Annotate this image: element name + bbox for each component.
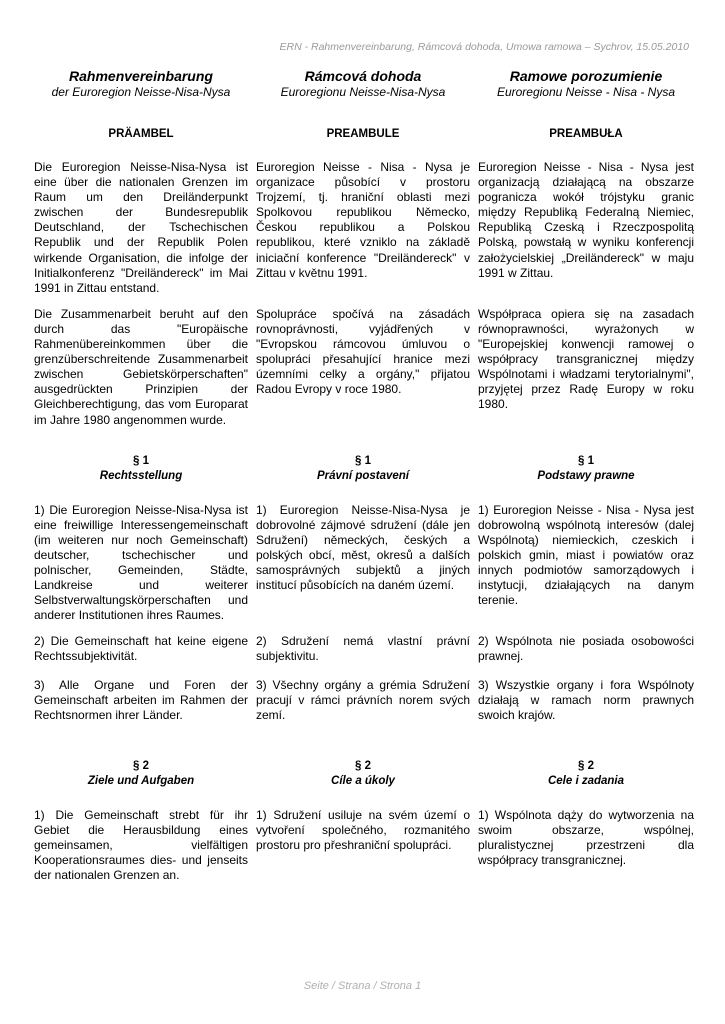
preamble-p2-pl: Współpraca opiera się na zasadach równoprawności, wyrażonych w "Europejskiej konwencji ramowej o współpracy transgranicznej między Wspólnotami i władzami terytorialnymi", przyjętej przez Radę Europy w roku 1980. [478,306,694,412]
section2-number-cs: § 2 [355,759,371,772]
section1-number-pl: § 1 [578,454,594,467]
section1-p1-cs: 1) Euroregion Neisse-Nisa-Nysa je dobrovolné zájmové sdružení (dále jen Sdružení) německých, českých a polských obcí, měst, okresů a dalších samosprávných subjektů a jiných institucí působících na daném území. [256,502,470,593]
title-pl: Ramowe porozumienie [509,68,663,84]
subtitle-cs: Euroregionu Neisse-Nisa-Nysa [280,85,446,99]
column-title-de [34,68,248,100]
section2-heading-de [34,759,248,789]
section2-number-pl: § 2 [578,759,594,772]
section1-p2-pl: 2) Wspólnota nie posiada osobowości prawnej. [478,634,694,664]
section1-heading-de [34,454,248,484]
page-footer: Seite / Strana / Strona 1 [303,980,422,992]
section1-heading-pl [478,454,694,484]
section2-p1-de: 1) Die Gemeinschaft strebt für ihr Gebiet die Herausbildung eines gemeinsamen, vielfältigen Kooperationsraumes dies- und jenseits der nationalen Grenzen an. [34,807,248,883]
trilingual-grid [34,68,694,883]
preamble-p2-cs: Spolupráce spočívá na zásadách rovnoprávnosti, vyjádřených v "Evropskou rámcovou úmluvou o spolupráci přesahující hranice mezi územními celky a orgány," přijatou Radou Evropy v roce 1980. [256,306,470,397]
preamble-p1-pl: Euroregion Neisse - Nisa - Nysa jest organizacją działającą na obszarze pogranicza wokół trójstyku granic między Republiką Federalną Niemiec, Republiką Czeską i Rzeczpospolitą Polską, powstałą w wyniku konferencji założycielskiej „Dreiländereck" w maju 1991 w Zittau. [478,160,694,280]
section2-p1-pl: 1) Wspólnota dąży do wytworzenia na swoim obszarze, wspólnej, pluralistycznej przestrzeni dla współpracy transgranicznej. [478,807,694,868]
subtitle-pl: Euroregionu Neisse - Nisa - Nysa [496,85,676,99]
section1-p2-de: 2) Die Gemeinschaft hat keine eigene Rechtssubjektivität. [34,634,248,664]
preamble-heading-cs: PREAMBULE [326,128,400,140]
document-header: ERN - Rahmenvereinbarung, Rámcová dohoda, Umowa ramowa – Sychrov, 15.05.2010 [279,41,689,53]
section1-p2-cs: 2) Sdružení nemá vlastní právní subjektivitu. [256,634,470,664]
section2-number-de: § 2 [133,759,149,772]
section2-title-de: Ziele und Aufgaben [87,774,195,787]
section1-p3-pl: 3) Wszystkie organy i fora Wspólnoty działają w ramach norm prawnych swoich krajów. [478,677,694,722]
section1-title-cs: Právní postavení [316,469,410,482]
section1-p1-pl: 1) Euroregion Neisse - Nisa - Nysa jest dobrowolną wspólnotą interesów (dalej Wspólnotą) niemieckich, czeskich i polskich gmin, miast i powiatów oraz innych podmiotów samorządowych i instytucji, działających na danym terenie. [478,502,694,608]
section2-heading-cs [256,759,470,789]
section1-heading-cs [256,454,470,484]
column-title-cs [256,68,470,100]
section1-number-cs: § 1 [355,454,371,467]
section1-title-de: Rechtsstellung [99,469,183,482]
subtitle-de: der Euroregion Neisse-Nisa-Nysa [51,85,231,99]
section1-number-de: § 1 [133,454,149,467]
preamble-p1-cs: Euroregion Neisse - Nisa - Nysa je organizace působící v prostoru Trojzemí, tj. hraniční oblasti mezi Spolkovou republikou Německo, Českou republikou a Polskou republikou, které vzniklo na základě iniciační konference "Dreiländereck" v Zittau v květnu 1991. [256,160,470,280]
section2-title-cs: Cíle a úkoly [331,774,395,787]
section2-heading-pl [478,759,694,789]
column-title-pl [478,68,694,100]
section2-title-pl: Cele i zadania [547,774,625,787]
title-de: Rahmenvereinbarung [69,68,213,84]
section1-title-pl: Podstawy prawne [537,469,635,482]
title-cs: Rámcová dohoda [304,68,422,84]
section1-p1-de: 1) Die Euroregion Neisse-Nisa-Nysa ist eine freiwillige Interessengemeinschaft (im weiteren nur noch Gemeinschaft) deutscher, tschechischer und polnischer, Gemeinden, Städte, Landkreise und weiterer Selbstverwaltungskörperschaften und anderer Institutionen ihres Raumes. [34,502,248,623]
section1-p3-de: 3) Alle Organe und Foren der Gemeinschaft arbeiten im Rahmen der Rechtsnormen ihrer Länder. [34,677,248,722]
preamble-p2-de: Die Zusammenarbeit beruht auf den durch das "Europäische Rahmenübereinkommen über die grenzüberschreitende Zusammenarbeit zwischen Gebietskörperschaften" ausgedrückten Prinzipien der Gleichberechtigung, das vom Europarat im Jahre 1980 angenommen wurde. [34,306,248,427]
preamble-heading-de: PRÄAMBEL [108,128,174,140]
section2-p1-cs: 1) Sdružení usiluje na svém území o vytvoření společného, rozmanitého prostoru pro přeshraniční spolupráci. [256,807,470,852]
preamble-heading-pl: PREAMBUŁA [549,128,623,140]
preamble-p1-de: Die Euroregion Neisse-Nisa-Nysa ist eine über die nationalen Grenzen im Raum um den Dreiländerpunkt zwischen der Bundesrepublik Deutschland, der Tschechischen Republik und der Republik Polen wirkende Organisation, die infolge der Initialkonferenz "Dreiländereck" im Mai 1991 in Zittau entstand. [34,160,248,295]
section1-p3-cs: 3) Všechny orgány a grémia Sdružení pracují v rámci právních norem svých zemí. [256,677,470,722]
